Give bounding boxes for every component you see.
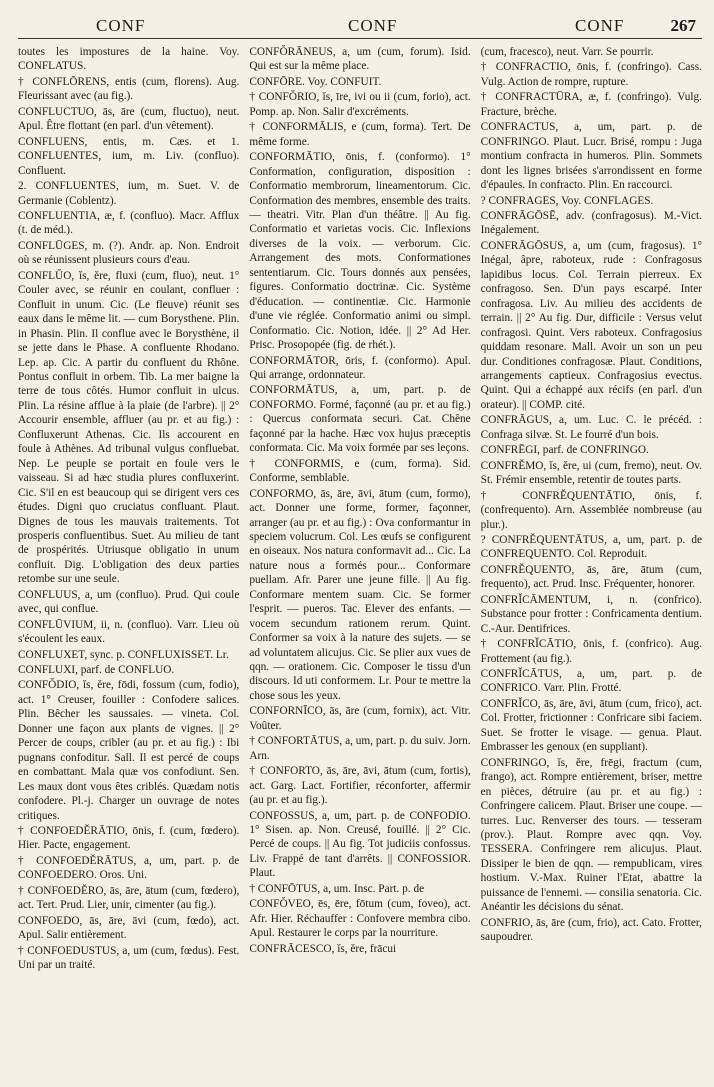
dictionary-entry: CONFORMĀTIO, ōnis, f. (conformo). 1° Conformation, configuration, disposition : Conformatio membrorum, lineamentorum. Cic. Conformation des membres, ensemble des traits. — theatri. Vitr. Plan d'un théâtre. || Au fig. Conformatio et varietas vocis. Cic. Inflexions diverses de la voix. — verborum. Cic. Arrangement des mots. Conformationes sententiarum. Cic. Tours donnés aux pensées, figures. Conformatio doctrinæ. Cic. Système d'éducation. — continentiæ. Cic. Harmonie d'une vie réglée. Conformatio animi ou simpl. Conformatio. Cic. Notion, idée. || 2° Ad Her. Prisc. Prosopopée (fig. de rhét.). <box>249 151 471 352</box>
dictionary-entry: † CONFLŌRENS, entis (cum, florens). Aug. Fleurissant avec (au fig.). <box>18 75 240 103</box>
dictionary-entry: CONFORMO, ās, āre, āvi, ātum (cum, formo), act. Donner une forme, former, façonner, arranger (au pr. et au fig.) : Ova conformantur in speciem volucrum. Col. Les œufs se configurent en oiseaux. Nos natura conformavit ad... Cic. La nature nous a formés pour... Conformare puellam. Afr. Parer une jeune fille. || Au fig. Conformare mentem suam. Cic. Se former l'esprit. — pueros. Tac. Elever des enfants. — vocem secundum rationem rerum. Quint. Conformer sa voix à la nature des sujets. — se ad voluntatem alicujus. Cic. Se plier aux vues de qqn. — orationem. Cic. Composer le tissu d'un discours. Id uti conformem. Lr. Pour te mettre la chose sous les yeux. <box>249 487 471 702</box>
dictionary-entry: CONFRĀGŌSĒ, adv. (confragosus). M.-Vict. Inégalement. <box>480 209 702 237</box>
page-number: 267 <box>670 16 696 35</box>
dictionary-entry: ? CONFRĔQUENTĀTUS, a, um, part. p. de CONFREQUENTO. Col. Reproduit. <box>480 533 702 561</box>
dictionary-entry: † CONFRĔQUENTĀTIO, ōnis, f. (confrequento). Arn. Assemblée nombreuse (au plur.). <box>480 489 702 531</box>
dictionary-entry: CONFRINGO, ĭs, ĕre, frēgi, fractum (cum, frango), act. Rompre entièrement, briser, mettre en pièces, détruire (au pr. et au fig.) : Confringere calicem. Plaut. Briser une coupe. — turres. Luc. Renverser des tours. — tesseram (prov.). Plaut. Rompre avec qqn. Voy. TESSERA. Confringere rem alicujus. Plaut. Dissiper le bien de qqn. — rempublicam, vires hostium. V.-Max. Ruiner l'Etat, abattre la puissance de l'ennemi. — consilia senatoria. Cic. Anéantir les décisions du sénat. <box>480 756 702 914</box>
dictionary-entry: CONFRĀGŌSUS, a, um (cum, fragosus). 1° Inégal, âpre, raboteux, rude : Confragosus lapidibus locus. Col. Terrain pierreux. Ex confragoso. Sen. D'un pays escarpé. Inter confragosa. Liv. Au milieu des accidents de terrain. || 2° Au fig. Dur, difficile : Versus velut confragosi. Quint. Vers raboteux. Confragosius quiddam resonare. Mall. Avoir un son un peu dur. Conditiones confragosæ. Plaut. Conditions, arrangements captieux. Confragosius evectus. Quint. Qui a échappé aux récifs (en parl. d'un orateur). || COMP. cité. <box>480 239 702 411</box>
dictionary-entry: CONFRĬCO, ās, āre, āvi, ātum (cum, frico), act. Col. Frotter, frictionner : Confricare sibi faciem. Suet. Se frotter le visage. — genua. Plaut. Embrasser les genoux (en suppliant). <box>480 697 702 754</box>
dictionary-entry: CONFLŪVIUM, ii, n. (confluo). Varr. Lieu où s'écoulent les eaux. <box>18 618 240 646</box>
column-middle <box>249 45 470 1085</box>
dictionary-entry: CONFŎDIO, ĭs, ĕre, fōdi, fossum (cum, fodio), act. 1° Creuser, fouiller : Confodere salices. Plin. Bêcher les saussaies. — vineta. Col. Donner une façon aux plants de vignes. || 2° Percer de coups, cribler (au pr. et au fig.) : Ibi pugnans confoditur. Sall. Il est percé de coups en combattant. Mala quæ vos confodiunt. Sen. Les maux dont vous êtes criblés. Quædam notis confodere. Pl.-j. Charger un ouvrage de notes critiques. <box>18 679 240 822</box>
dictionary-entry: † CONFORTĀTUS, a, um, part. p. du suiv. Jorn. Arn. <box>249 735 471 762</box>
dictionary-entry: toutes les impostures de la haine. Voy. CONFLATUS. <box>18 46 240 73</box>
dictionary-entry: CONFOSSUS, a, um, part. p. de CONFODIO. 1° Sisen. ap. Non. Creusé, fouillé. || 2° Cic. Percé de coups. || Au fig. Tot judiciis confossus. Liv. Frappé de tant d'arrêts. || CONFOSSIOR. Plaut. <box>249 809 471 880</box>
dictionary-entry: CONFLŪGES, m. (?). Andr. ap. Non. Endroit où se réunissent plusieurs cours d'eau. <box>18 239 240 267</box>
dictionary-entry: CONFLUUS, a, um (confluo). Prud. Qui coule avec, qui conflue. <box>18 588 240 616</box>
dictionary-entry: CONFRĬCĀMENTUM, i, n. (confrico). Substance pour frotter : Confricamenta dentium. C.-Aur. Dentifrices. <box>480 593 702 635</box>
dictionary-entry: CONFLUXET, sync. p. CONFLUXISSET. Lr. <box>18 648 229 661</box>
dictionary-entry: CONFLUCTUO, ās, āre (cum, fluctuo), neut. Apul. Être flottant (en parl. d'un vêtement). <box>18 105 240 133</box>
dictionary-entry: CONFORNĪCO, ās, āre (cum, fornix), act. Vitr. Voûter. <box>249 705 471 732</box>
dictionary-entry: CONFŌRE. Voy. CONFUIT. <box>249 75 382 88</box>
dictionary-entry: † CONFRACTŪRA, æ, f. (confringo). Vulg. Fracture, brèche. <box>480 91 702 118</box>
dictionary-entry: † CONFŎRIO, ĭs, īre, ivi ou ii (cum, forio), act. Pomp. ap. Non. Salir d'excréments. <box>249 91 471 118</box>
dictionary-entry: CONFRĀGUS, a, um. Luc. C. le précéd. : Confraga silvæ. St. Le fourré d'un bois. <box>480 414 702 441</box>
header-guide-word-center: CONF <box>348 16 398 35</box>
dictionary-entry: CONFRACTUS, a, um, part. p. de CONFRINGO. Plaut. Lucr. Brisé, rompu : Juga montium confracta in humeros. Plin. Sommets dont les lignes brisées s'arrondissent en forme d'épaules. In confracto. Plin. En raccourci. <box>480 121 702 192</box>
dictionary-entry: † CONFRĬCĀTIO, ōnis, f. (confrico). Aug. Frottement (au fig.). <box>480 638 702 665</box>
dictionary-entry: † CONFOEDĔRĀTIO, ōnis, f. (cum, fœdero). Hier. Pacte, engagement. <box>18 825 240 852</box>
dictionary-entry: † CONFORMIS, e (cum, forma). Sid. Conforme, semblable. <box>249 457 471 485</box>
dictionary-entry: † CONFOEDĔRĀTUS, a, um, part. p. de CONFOEDERO. Oros. Uni. <box>18 854 240 882</box>
dictionary-entry: CONFLUXI, parf. de CONFLUO. <box>18 664 175 677</box>
dictionary-entry: CONFŎVEO, ēs, ēre, fōtum (cum, foveo), act. Afr. Hier. Réchauffer : Confovere membra cibo. Apul. Restaurer le corps par la nourriture. <box>249 898 471 940</box>
dictionary-entry: CONFŎRĀNEUS, a, um (cum, forum). Isid. Qui est sur la même place. <box>249 46 471 73</box>
column-left <box>18 45 239 1085</box>
dictionary-entry: † CONFOEDUSTUS, a, um (cum, fœdus). Fest. Uni par un traité. <box>18 944 240 972</box>
dictionary-entry: CONFRĔMO, ĭs, ĕre, ui (cum, fremo), neut. Ov. St. Frémir ensemble, retentir de toutes parts. <box>480 459 702 487</box>
dictionary-entry: † CONFŌTUS, a, um. Insc. Part. p. de <box>249 882 425 895</box>
dictionary-entry: CONFRĒGI, parf. de CONFRINGO. <box>480 444 649 457</box>
dictionary-entry: CONFRIO, ās, āre (cum, frio), act. Cato. Frotter, saupoudrer. <box>480 916 702 944</box>
running-header <box>18 8 702 39</box>
dictionary-entry: (cum, fracesco), neut. Varr. Se pourrir. <box>480 46 654 58</box>
header-guide-word-right: CONF <box>575 16 625 35</box>
dictionary-entry: † CONFORMĀLIS, e (cum, forma). Tert. De même forme. <box>249 121 471 148</box>
dictionary-entry: CONFRĀCESCO, ĭs, ĕre, frācui <box>249 942 397 955</box>
dictionary-entry: † CONFRACTIO, ōnis, f. (confringo). Cass. Vulg. Action de rompre, rupture. <box>480 61 702 88</box>
header-guide-word-left: CONF <box>96 16 146 35</box>
dictionary-entry: CONFOEDO, ās, āre, āvi (cum, fœdo), act. Apul. Salir entièrement. <box>18 914 240 942</box>
text-columns <box>18 45 702 1085</box>
dictionary-entry: CONFLUENTIA, æ, f. (confluo). Macr. Afflux (t. de méd.). <box>18 209 240 237</box>
dictionary-entry: CONFRĬCĀTUS, a, um, part. p. de CONFRICO. Varr. Plin. Frotté. <box>480 668 702 695</box>
dictionary-entry: CONFORMĀTUS, a, um, part. p. de CONFORMO. Formé, façonné (au pr. et au fig.) : Quercus conformata securi. Cat. Chêne façonné par la hache. Hæc vox hujus præceptis conformata. Cic. Ma voix formée par ses leçons. <box>249 384 471 455</box>
dictionary-entry: † CONFORTO, ās, āre, āvi, ātum (cum, fortis), act. Garg. Lact. Fortifier, réconforter, affermir (au pr. et au fig.). <box>249 765 471 807</box>
dictionary-entry: 2. CONFLUENTES, ium, m. Suet. V. de Germanie (Coblentz). <box>18 180 240 207</box>
dictionary-entry: CONFLŬO, ĭs, ĕre, fluxi (cum, fluo), neut. 1° Couler avec, se réunir en coulant, confluer : Confluit in unum. Cic. (Le fleuve) réunit ses eaux dans le même lit. — cum Borysthene. Plin. in Phasin. Plin. Il conflue avec le Borysthène, il se jette dans le Phase. A confluente Rhodano. Lep. ap. Cic. A partir du confluent du Rhône. Pontus confluit in orbem. Tib. La mer baigne la terre de tous côtés. Humor confluit in ulcus. Plin. La résine afflue à la plaie (de l'arbre). || 2° Accourir ensemble, affluer (au pr. et au fig.) : Confluxerunt Athenas. Cic. Ils accourent en foule à Athènes. Ad tribunal vulgus confluebat. Nep. Le peuple se portait en foule vers le vaisseau. Si ad hæc studia plures confluxerint. Cic. S'il en est beaucoup qui se dirigent vers ces études. Digni quo cruciatus confluant. Plaut. Dignes de tous les mauvais traitements. Tot prosperis confluentibus. Suet. Au milieu de tant de prospérités. Utriusque obligatio in unum confluit. Dig. L'obligation des deux parties retombe sur une seule. <box>18 269 240 586</box>
dictionary-entry: CONFLUENS, entis, m. Cæs. et 1. CONFLUENTES, ium, m. Liv. (confluo). Confluent. <box>18 135 240 177</box>
dictionary-entry: CONFRĔQUENTO, ās, āre, ātum (cum, frequento), act. Prud. Insc. Fréquenter, honorer. <box>480 563 702 591</box>
dictionary-entry: † CONFOEDĔRO, ās, āre, ātum (cum, fœdero), act. Tert. Prud. Lier, unir, cimenter (au fig.). <box>18 884 240 912</box>
dictionary-entry: ? CONFRAGES, Voy. CONFLAGES. <box>480 194 654 207</box>
column-right <box>481 45 702 1085</box>
dictionary-entry: CONFORMĀTOR, ōris, f. (conformo). Apul. Qui arrange, ordonnateur. <box>249 354 471 381</box>
